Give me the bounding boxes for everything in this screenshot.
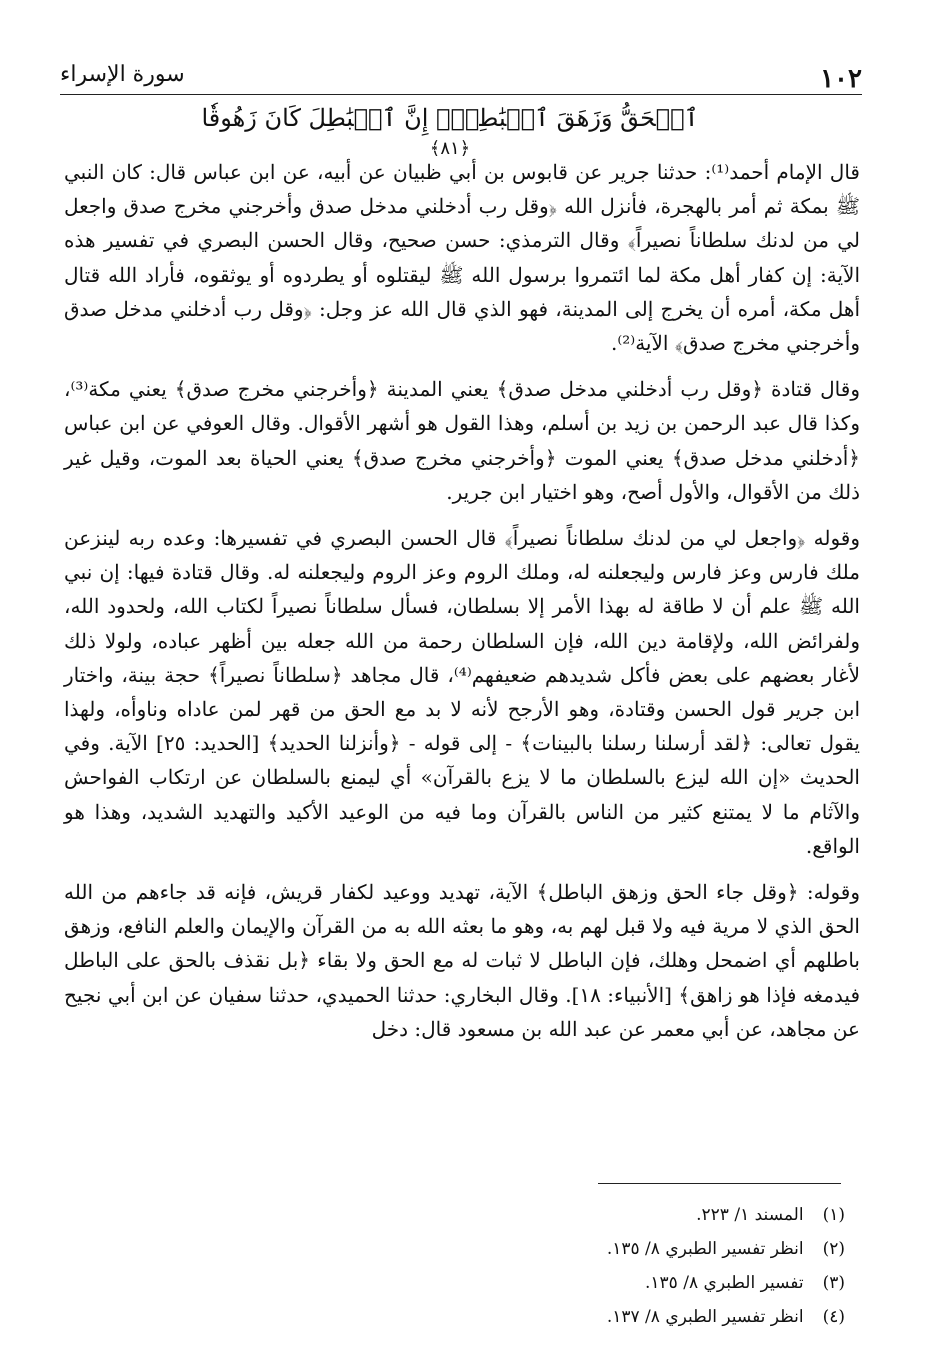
paragraph-4: وقوله: ﴿وقل جاء الحق وزهق الباطل﴾ الآية، تهديد ووعيد لكفار قريش، فإنه قد جاءهم من الله الحق الذي لا مرية فيه ولا قبل لهم به، وهو ما بعثه الله به من القرآن والإيمان والعلم النافع، وزهق باطلهم أي اضمحل وهلك، فإن الباطل لا ثبات له مع الحق ولا بقاء ﴿بل نقذف بالحق على الباطل فيدمغه فإذا هو زاهق﴾ [الأنبياء: ١٨]. وقال البخاري: حدثنا الحميدي، حدثنا سفيان عن ابن أبي نجيح عن مجاهد، عن أبي معمر عن عبد الله بن مسعود قال: دخل [64,880,861,1041]
footnote-text: المسند ١/ ٢٢٣. [696,1205,804,1225]
footnote-text: تفسير الطبري ٨/ ١٣٥. [645,1273,804,1293]
footnote-number: (٣) [822,1273,845,1293]
footnote-divider [598,1183,841,1184]
footnote-text: انظر تفسير الطبري ٨/ ١٣٥. [606,1239,804,1259]
page-number: ١٠٢ [820,64,862,94]
footnote [607,1266,845,1300]
paragraph-1: قال الإمام أحمد⁽¹⁾: حدثنا جرير عن قابوس بن أبي ظبيان عن أبيه، عن ابن عباس قال: كان النبي ﷺ بمكة ثم أمر بالهجرة، فأنزل الله ﴿وقل رب أدخلني مدخل صدق وأخرجني مخرج صدق واجعل لي من لدنك سلطاناً نصيراً﴾ وقال الترمذي: حسن صحيح، وقال الحسن البصري في تفسير هذه الآية: إن كفار أهل مكة لما ائتمروا برسول الله ﷺ ليقتلوه أو يطردوه أو يوثقوه، فأراد الله قتال أهل مكة، أمره أن يخرج إلى المدينة، فهو الذي قال الله عز وجل: ﴿وقل رب أدخلني مدخل صدق وأخرجني مخرج صدق﴾ الآية⁽²⁾. [64,160,860,356]
footnote-number: (١) [822,1205,845,1225]
footnote [607,1198,845,1232]
paragraph-3: وقوله ﴿واجعل لي من لدنك سلطاناً نصيراً﴾ قال الحسن البصري في تفسيرها: وعده ربه لينزعن ملك فارس وعز فارس وليجعلنه له، وملك الروم وعز الروم وليجعلنه له. وقال قتادة فيها: إن نبي الله ﷺ علم أن لا طاقة له بهذا الأمر إلا بسلطان، فسأل سلطاناً نصيراً لكتاب الله، ولحدود الله، ولفرائض الله، ولإقامة دين الله، فإن السلطان رحمة من الله جعله بين أظهر عباده، ولولا ذلك لأغار بعضهم على بعض فأكل شديدهم ضعيفهم⁽⁴⁾، قال مجاهد ﴿سلطاناً نصيراً﴾ حجة بينة، واختار ابن جرير قول الحسن وقتادة، وهو الأرجح لأنه لا بد مع الحق من قهر لمن عاداه وناوأه، ولهذا يقول تعالى: ﴿لقد أرسلنا رسلنا بالبينات﴾ - إلى قوله - ﴿وأنزلنا الحديد﴾ [الحديد: ٢٥] الآية. وفي الحديث «إن الله ليزع بالسلطان ما لا يزع بالقرآن» أي ليمنع بالسلطان عن ارتكاب الفواحش والآثام ما لا يمتنع كثير من الناس بالقرآن وما فيه من الوعيد الأكيد والتهديد الشديد، وهذا هو الواقع. [64,526,860,858]
commentary-body [64,155,860,1046]
verse-end-marker: ﴿٨١﴾ [429,138,471,159]
footnote-text: انظر تفسير الطبري ٨/ ١٣٧. [606,1307,804,1327]
running-header [60,58,862,95]
paragraph-2: وقال قتادة ﴿وقل رب أدخلني مدخل صدق﴾ يعني المدينة ﴿وأخرجني مخرج صدق﴾ يعني مكة⁽³⁾، وكذا قال عبد الرحمن بن زيد بن أسلم، وهذا القول هو أشهر الأقوال. وقال العوفي عن ابن عباس ﴿أدخلني مدخل صدق﴾ يعني الموت ﴿وأخرجني مخرج صدق﴾ يعني الحياة بعد الموت، وقيل غير ذلك من الأقوال، والأول أصح، وهو اختيار ابن جرير. [64,377,860,504]
footnotes [607,1198,845,1334]
quran-verse [200,104,700,159]
footnote [607,1232,845,1266]
surah-title: سورة الإسراء [60,62,185,87]
footnote [607,1300,845,1334]
footnote-number: (٤) [822,1307,845,1327]
footnote-number: (٢) [822,1239,845,1259]
verse-text: ٱلۡحَقُّ وَزَهَقَ ٱلۡبَٰطِلُۚ إِنَّ ٱلۡبَٰطِلَ كَانَ زَهُوقٗا [201,104,699,132]
